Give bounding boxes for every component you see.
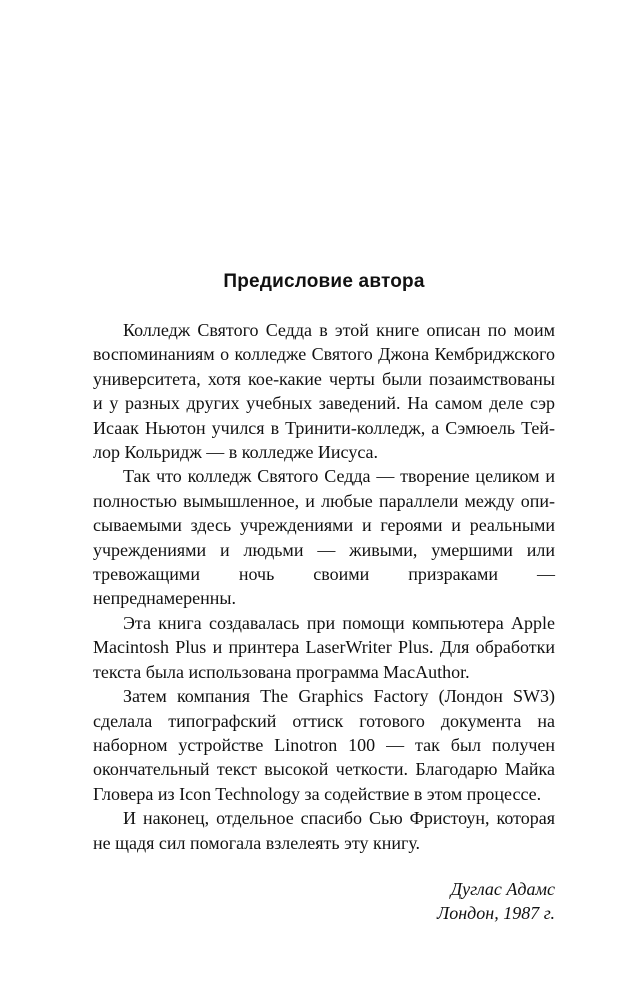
paragraph-5: И наконец, отдельное спасибо Сью Фристоун, которая не щадя сил помогала взлелеять эту книгу. <box>93 808 555 853</box>
preface-title: Предисловие автора <box>223 271 425 292</box>
paragraph-4: Затем компания The Graphics Factory (Лондон SW3) сделала типографский оттиск готового документа на наборном устройстве Linotron 100 — так был получен окончательный текст высокой четкости. Благодарю Майка Гловера из Icon Technology за содействие в этом процессе. <box>93 686 555 804</box>
place-and-date: Лондон, 1987 г. <box>437 903 555 924</box>
signature-block <box>93 877 555 926</box>
author-name: Дуглас Адамс <box>450 878 555 899</box>
preface-text-block <box>93 270 555 926</box>
paragraph-1: Колледж Святого Седда в этой книге описан по моим воспоминаниям о колледже Святого Джона Кембриджского университета, хотя кое-какие черты были позаимствованы и у разных других учебных заведений. На самом деле сэр Исаак Ньютон учился в Тринити-колледж, а Сэмюель Тейлор Кольридж — в колледже Иисуса. <box>93 320 555 463</box>
paragraph-2: Так что колледж Святого Седда — творение целиком и полностью вымышленное, и любые параллели между описываемыми здесь учреждениями и героями и реальными учреждениями и людьми — живыми, умершими или тревожащими ночь своими призраками — непреднамеренны. <box>93 466 555 609</box>
paragraph-3: Эта книга создавалась при помощи компьютера Apple Macintosh Plus и принтера LaserWriter Plus. Для обработки текста была использована программа MacAuthor. <box>93 612 555 682</box>
